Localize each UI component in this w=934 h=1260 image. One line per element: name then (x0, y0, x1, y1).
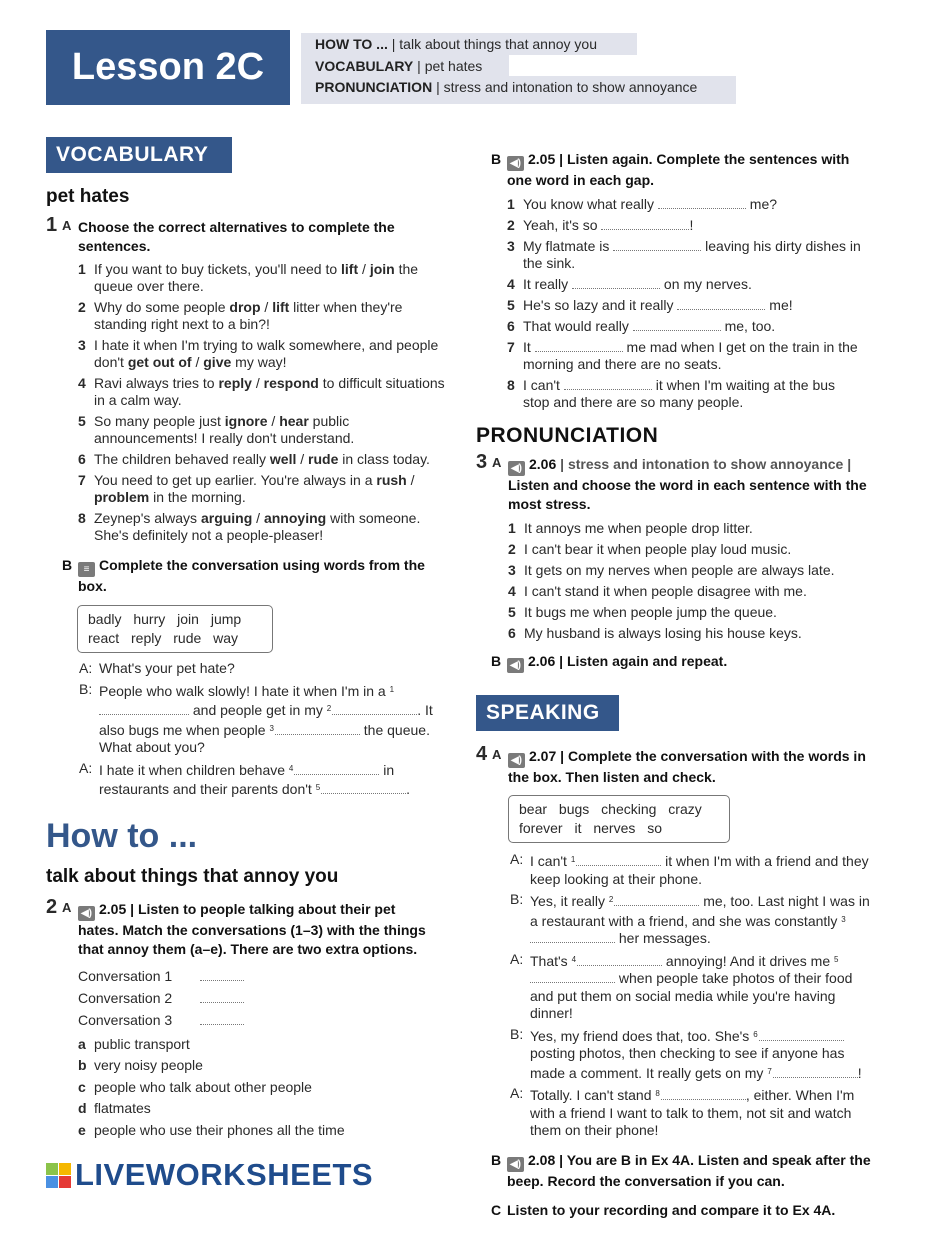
text: with someone. She's definitely not a people-pleaser! (94, 510, 421, 543)
text: / (267, 413, 280, 429)
exercise-1a (46, 214, 446, 548)
text: Zeynep's always (94, 510, 201, 526)
alternative-option[interactable]: lift (272, 299, 290, 315)
item-number: 2 (78, 299, 86, 315)
exercise-number: 2 (46, 895, 58, 918)
exercise-letter: C (491, 1201, 502, 1218)
text: me mad when I get on the train in the morning and there are no seats. (523, 339, 858, 372)
alternative-option[interactable]: ignore (224, 413, 268, 429)
gap-number: 2 (608, 895, 614, 904)
left-column (46, 137, 446, 1193)
exercise-instruction: Listen and choose the word in each sentence with the most stress. (508, 477, 867, 512)
word-box (77, 605, 273, 653)
item-number: 6 (507, 318, 515, 334)
text: / (260, 299, 273, 315)
gap-number: 3 (269, 723, 274, 733)
line-text (99, 762, 410, 798)
line-text (530, 893, 870, 946)
gap-number: 2 (326, 704, 332, 713)
text: / (358, 261, 370, 277)
item-number: 8 (507, 377, 515, 393)
exercise-letter: A (492, 455, 502, 470)
item-number: 1 (78, 261, 86, 277)
speaker: A: (79, 660, 93, 676)
item-number: 2 (507, 217, 515, 233)
item-number: 3 (508, 562, 516, 578)
item-text (94, 299, 402, 332)
line-text (99, 660, 235, 676)
answer-gap[interactable] (530, 971, 615, 983)
dialogue (79, 660, 439, 799)
item-text (94, 337, 438, 370)
text: Yeah, it's so (523, 217, 602, 233)
dialogue-line (510, 851, 870, 888)
dialogue-line (79, 760, 439, 799)
exercise-3a (476, 451, 876, 646)
exercise-topic: | stress and intonation to show annoyance | (560, 456, 852, 472)
text: / (406, 472, 415, 488)
text: People who walk slowly! I hate it when I'm in a (99, 682, 390, 699)
list-item (78, 299, 446, 333)
word-box-row: forever it nerves so (519, 820, 663, 836)
option-item (78, 1079, 446, 1097)
item-number: 6 (508, 625, 516, 641)
item-number: 5 (508, 604, 516, 620)
speaker: B: (510, 891, 524, 907)
audio-icon[interactable]: ◀) (78, 906, 95, 921)
answer-gap[interactable] (773, 1066, 858, 1078)
exercise-letter: B (491, 653, 502, 669)
dialogue (510, 851, 870, 1140)
text: He's so lazy and it really (523, 297, 678, 313)
gap-number: 3 (841, 914, 846, 924)
item-number: 1 (507, 196, 515, 212)
answer-gap[interactable] (759, 1029, 844, 1041)
list-item (507, 297, 862, 314)
item-number: 8 (78, 510, 86, 526)
item-text (94, 413, 354, 446)
text: It (523, 339, 535, 355)
list-item (507, 318, 862, 335)
exercise-2b-list (507, 196, 862, 411)
text: Totally. I can't stand (530, 1087, 656, 1103)
conversation-label: Conversation 1 (78, 967, 173, 984)
option-item (78, 1122, 446, 1140)
item-number: 2 (508, 541, 516, 557)
answer-gap[interactable] (614, 894, 699, 906)
exercise-1a-list (78, 261, 446, 544)
option-text: people who use their phones all the time (94, 1121, 345, 1138)
text: me, too. Last night I was in a restaurant with a friend, and she was constantly (530, 893, 870, 929)
text: If you want to buy tickets, you'll need to (94, 261, 342, 277)
item-number: 7 (78, 472, 86, 488)
text: my way! (231, 354, 287, 370)
vocab-subtitle: pet hates (46, 186, 130, 207)
exercise-4b (491, 1151, 876, 1191)
exercise-instruction: | Listen again and repeat. (559, 653, 728, 669)
text: / (191, 354, 204, 370)
text: public announcements! I really don't understand. (94, 413, 355, 446)
item-text (523, 318, 775, 334)
pronunciation-heading: PRONUNCIATION (476, 424, 659, 447)
text: me! (765, 297, 793, 313)
list-item (508, 583, 876, 600)
item-text (94, 375, 445, 408)
item-text: It gets on my nerves when people are always late. (524, 562, 835, 578)
text: You need to get up earlier. You're always in a (94, 472, 377, 488)
text: Yes, it really (530, 893, 609, 909)
alternative-option[interactable]: hear (279, 413, 309, 429)
alternative-option[interactable]: reply (218, 375, 252, 391)
option-letter: c (78, 1078, 86, 1095)
text: I can't (523, 377, 564, 393)
list-item (507, 196, 862, 213)
conversation-list (78, 965, 446, 1031)
answer-gap[interactable] (576, 854, 661, 866)
answer-gap[interactable] (200, 969, 244, 981)
gap-number: 4 (288, 763, 294, 773)
speaker: B: (510, 1025, 524, 1042)
speaker: A: (510, 1085, 524, 1101)
text: It really (523, 276, 573, 292)
text: My flatmate is (523, 238, 614, 254)
line-text (530, 953, 852, 1022)
list-item (507, 339, 862, 373)
alternative-option[interactable]: join (369, 261, 395, 277)
option-item (78, 1057, 446, 1075)
item-text (523, 297, 793, 313)
list-item (507, 276, 862, 293)
text: on my nerves. (660, 276, 752, 292)
item-number: 5 (507, 297, 515, 313)
text: The children behaved really (94, 451, 270, 467)
text: in the morning. (149, 489, 246, 505)
gap-number: 5 (834, 954, 839, 964)
alternative-option[interactable]: get out of (127, 354, 192, 370)
item-number: 3 (507, 238, 515, 254)
list-item (78, 261, 446, 295)
answer-gap[interactable] (99, 703, 189, 715)
liveworksheets-watermark (46, 1157, 373, 1193)
text: / (296, 451, 309, 467)
option-letter: e (78, 1121, 86, 1138)
option-text: flatmates (94, 1100, 151, 1116)
answer-gap[interactable] (200, 991, 244, 1003)
item-text (94, 451, 430, 467)
right-column (476, 150, 876, 1220)
exercise-instruction: | You are B in Ex 4A. Listen and speak after the beep. Record the conversation if you can. (507, 1151, 871, 1189)
track-number: 2.06 (529, 456, 557, 472)
word-box-row: bear bugs checking crazy (519, 801, 702, 817)
text: So many people just (94, 413, 225, 429)
option-item (78, 1036, 446, 1054)
item-number: 1 (508, 520, 516, 536)
text-icon: ≡ (78, 562, 95, 577)
alternative-option[interactable]: problem (94, 489, 150, 505)
line-text (530, 1087, 854, 1138)
list-item (508, 604, 876, 621)
lesson-title: Lesson 2C (46, 30, 290, 105)
option-letter: a (78, 1035, 86, 1052)
answer-gap[interactable] (530, 931, 615, 943)
track-number: 2.06 (528, 653, 556, 669)
text: Why do some people (94, 299, 230, 315)
text: it when I'm with a friend and they keep looking at their phone. (530, 853, 869, 887)
alternative-option[interactable]: lift (341, 261, 359, 277)
text: and people get in my (189, 702, 327, 718)
list-item (508, 562, 876, 579)
word-box-row: badly hurry join jump (88, 611, 242, 627)
speaker: A: (79, 759, 93, 776)
text: her messages. (615, 930, 711, 946)
text: me? (745, 196, 778, 212)
track-number: 2.05 (99, 900, 127, 917)
list-item (508, 541, 876, 558)
exercise-number: 3 (476, 451, 488, 473)
answer-gap[interactable] (613, 239, 701, 251)
answer-gap[interactable] (564, 378, 652, 390)
exercise-instruction: Complete the conversation using words from the box. (78, 557, 425, 594)
text: / (251, 375, 264, 391)
text: the queue. What about you? (99, 721, 430, 755)
text: . It also bugs me when people (99, 702, 433, 738)
list-item (78, 451, 446, 468)
option-item (78, 1100, 446, 1118)
exercise-2a (46, 895, 446, 1144)
item-text: My husband is always losing his house keys. (524, 625, 802, 641)
exercise-4a (476, 743, 876, 1143)
text: You know what really (523, 196, 658, 212)
list-item (78, 375, 446, 409)
audio-icon[interactable]: ◀) (508, 461, 525, 476)
text: . (406, 781, 411, 797)
item-number: 7 (507, 339, 515, 355)
gap-number: 6 (753, 1029, 758, 1039)
text: I hate it when children behave (99, 761, 289, 778)
exercise-letter: A (62, 218, 72, 233)
item-text (523, 196, 777, 212)
item-text: It bugs me when people jump the queue. (524, 604, 777, 620)
item-text (523, 276, 752, 292)
exercise-number: 1 (46, 214, 58, 236)
gap-number: 5 (315, 783, 321, 792)
exercise-instruction: | Complete the conversation with the words in the box. Then listen and check. (508, 748, 866, 785)
conversation-label: Conversation 2 (78, 989, 173, 1006)
gap-number: 1 (389, 684, 395, 694)
speaker: B: (79, 680, 93, 697)
conversation-row (78, 965, 446, 987)
item-text (94, 261, 418, 294)
item-text: It annoys me when people drop litter. (524, 520, 753, 536)
item-text (523, 217, 693, 233)
answer-gap[interactable] (577, 954, 662, 966)
answer-gap[interactable] (658, 197, 746, 209)
exercise-letter: A (62, 899, 72, 915)
alternative-option[interactable]: well (269, 451, 297, 467)
item-number: 5 (78, 413, 86, 429)
conversation-row (78, 987, 446, 1009)
exercise-letter: B (491, 151, 502, 167)
item-text: I can't bear it when people play loud music. (524, 541, 792, 557)
gap-number: 8 (655, 1089, 660, 1098)
list-item (78, 337, 446, 371)
speaker: A: (510, 950, 524, 967)
text: posting photos, then checking to see if anyone has made a comment. It really gets on my (530, 1045, 845, 1081)
options-list (78, 1036, 446, 1140)
list-item (78, 413, 446, 447)
option-text: public transport (94, 1035, 190, 1052)
exercise-2b (476, 150, 876, 415)
text: it when I'm waiting at the bus stop and there are so many people. (523, 377, 836, 410)
exercise-1b (46, 556, 442, 802)
text: when people take photos of their food and put them on social media while you're having dinner! (530, 970, 853, 1021)
text: the queue over there. (94, 261, 419, 294)
gap-number: 1 (570, 855, 576, 864)
item-text (523, 377, 835, 410)
exercise-letter: A (492, 747, 502, 762)
option-letter: b (78, 1057, 87, 1073)
answer-gap[interactable] (661, 1088, 746, 1100)
text: annoying! And it drives me (662, 952, 835, 969)
item-text: I can't stand it when people disagree with me. (524, 583, 807, 599)
exercise-instruction: | Listen to people talking about their pet hates. Match the conversations (1–3) with the things that annoy them (a–e). There are two extra options. (78, 900, 426, 957)
alternative-option[interactable]: give (203, 354, 232, 370)
exercise-number: 4 (476, 743, 488, 765)
dialogue-line (79, 681, 439, 757)
text: I hate it when I'm trying to walk somewhere, and people don't (94, 337, 439, 370)
text: leaving his dirty dishes in the sink. (523, 238, 861, 271)
how-to-heading: How to ... (46, 816, 198, 855)
line-text (530, 1028, 862, 1081)
text: in restaurants and their parents don't (99, 761, 395, 797)
header-vocab: VOCABULARY | pet hates (301, 55, 509, 77)
text: That's (530, 952, 572, 969)
option-text: people who talk about other people (94, 1078, 312, 1095)
track-number: 2.08 (528, 1151, 556, 1168)
text: me, too. (720, 318, 776, 334)
speaking-heading: SPEAKING (476, 695, 619, 731)
item-text (94, 472, 415, 505)
answer-gap[interactable] (633, 319, 721, 331)
dialogue-line (510, 1026, 870, 1083)
text: I can't (530, 853, 571, 869)
text: to difficult situations in a calm way. (94, 375, 445, 408)
list-item (507, 238, 862, 272)
list-item (508, 520, 876, 537)
text: in class today. (338, 451, 430, 467)
exercise-3b (491, 652, 727, 673)
dialogue-line (510, 1085, 870, 1140)
line-text (530, 853, 869, 887)
item-number: 4 (507, 276, 515, 292)
exercise-instruction: Choose the correct alternatives to complete the sentences. (78, 219, 395, 254)
track-number: 2.07 (529, 748, 557, 764)
list-item (508, 625, 876, 642)
track-number: 2.05 (528, 151, 556, 167)
answer-gap[interactable] (535, 340, 623, 352)
gap-number: 4 (571, 954, 577, 964)
item-number: 6 (78, 451, 86, 467)
vocabulary-heading: VOCABULARY (46, 137, 232, 173)
item-text (523, 339, 858, 372)
answer-gap[interactable] (601, 218, 689, 230)
alternative-option[interactable]: arguing (200, 510, 253, 526)
answer-gap[interactable] (572, 277, 660, 289)
text: Yes, my friend does that, too. She's (530, 1027, 754, 1044)
text: What's your pet hate? (99, 660, 235, 676)
gap-number: 7 (767, 1066, 772, 1076)
dialogue-line (79, 660, 439, 678)
header-pron: PRONUNCIATION | stress and intonation to show annoyance (301, 76, 736, 104)
exercise-3a-list (508, 520, 876, 642)
text: litter when they're standing right next to a bin?! (94, 299, 403, 332)
item-number: 3 (78, 337, 86, 353)
audio-icon[interactable]: ◀) (507, 1157, 524, 1172)
exercise-letter: B (62, 557, 73, 573)
dialogue-line (510, 891, 870, 948)
watermark-text: LIVEWORKSHEETS (75, 1157, 374, 1192)
how-to-subtitle: talk about things that annoy you (46, 865, 339, 887)
answer-gap[interactable] (677, 298, 765, 310)
answer-gap[interactable] (321, 782, 406, 794)
conversation-row (78, 1009, 446, 1031)
item-text (94, 510, 420, 543)
option-letter: d (78, 1100, 87, 1116)
header-howto: HOW TO ... | talk about things that annoy you (301, 33, 637, 55)
alternative-option[interactable]: drop (229, 299, 261, 315)
text: / (252, 510, 264, 526)
dialogue-line (510, 951, 870, 1023)
word-box-row: react reply rude way (88, 630, 239, 646)
text: ! (689, 217, 694, 233)
text: That would really (523, 318, 633, 334)
answer-gap[interactable] (294, 763, 379, 775)
alternative-option[interactable]: rush (376, 472, 407, 488)
word-box (508, 795, 730, 843)
text: Ravi always tries to (94, 375, 219, 391)
list-item (507, 217, 862, 234)
alternative-option[interactable]: respond (263, 375, 319, 391)
item-text (523, 238, 861, 271)
speaker: A: (510, 851, 524, 867)
answer-gap[interactable] (200, 1013, 244, 1025)
audio-icon[interactable]: ◀) (507, 658, 524, 673)
text: , either. When I'm with a friend I want to talk to them, not sit and watch them on their phone! (530, 1087, 855, 1138)
exercise-letter: B (491, 1151, 502, 1168)
alternative-option[interactable]: rude (308, 451, 339, 467)
answer-gap[interactable] (275, 723, 360, 735)
text: ! (857, 1064, 862, 1081)
option-text: very noisy people (94, 1057, 203, 1073)
alternative-option[interactable]: annoying (263, 510, 327, 526)
conversation-label: Conversation 3 (78, 1011, 173, 1028)
exercise-instruction: | Listen again. Complete the sentences with one word in each gap. (507, 151, 850, 188)
exercise-4c (491, 1201, 876, 1220)
answer-gap[interactable] (332, 703, 417, 715)
item-number: 4 (508, 583, 516, 599)
exercise-instruction: Listen to your recording and compare it to Ex 4A. (507, 1201, 836, 1218)
item-number: 4 (78, 375, 86, 391)
list-item (78, 472, 446, 506)
audio-icon[interactable]: ◀) (508, 753, 525, 768)
line-text (99, 683, 433, 756)
list-item (507, 377, 862, 411)
list-item (78, 510, 446, 544)
audio-icon[interactable]: ◀) (507, 156, 524, 171)
logo-icon (46, 1163, 71, 1188)
